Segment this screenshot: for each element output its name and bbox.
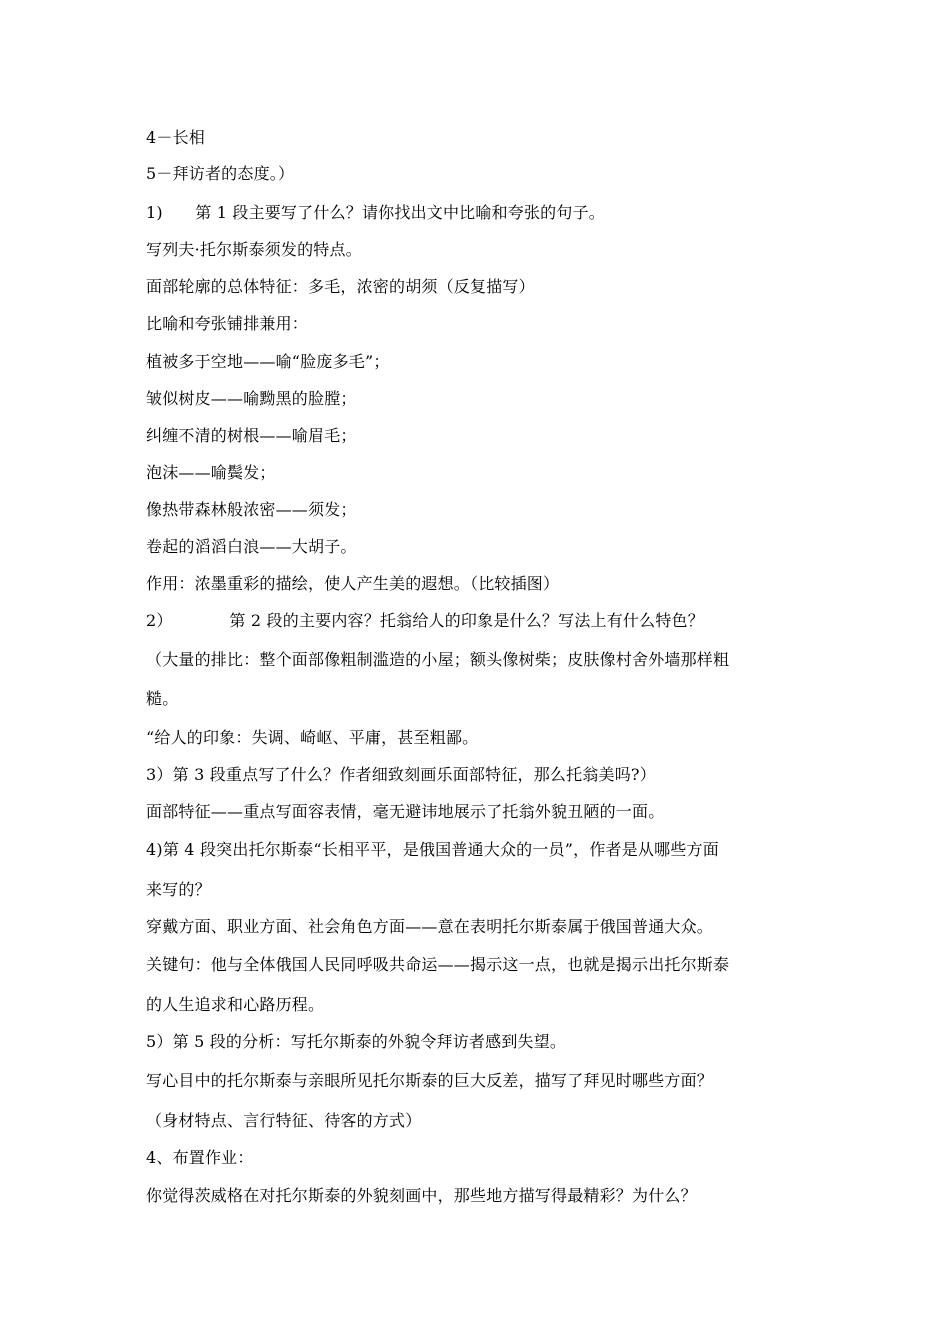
- text-line: 5－拜访者的态度。）: [146, 164, 295, 183]
- text-line: 关键句：他与全体俄国人民同呼吸共命运——揭示这一点，也就是揭示出托尔斯泰: [146, 955, 730, 974]
- text-line: 4－长相: [146, 128, 205, 147]
- text-line: （身材特点、言行特征、待客的方式）: [146, 1111, 422, 1130]
- text-line: 1) 第 1 段主要写了什么？请你找出文中比喻和夸张的句子。: [146, 203, 605, 222]
- text-line: 4)第 4 段突出托尔斯泰“长相平平，是俄国普通大众的一员”，作者是从哪些方面: [146, 840, 719, 859]
- text-line: 面部特征——重点写面容表情，毫无避讳地展示了托翁外貌丑陋的一面。: [146, 802, 665, 821]
- text-line: 比喻和夸张铺排兼用：: [146, 314, 309, 333]
- text-line: 4、布置作业：: [146, 1148, 254, 1167]
- text-line: 5）第 5 段的分析：写托尔斯泰的外貌令拜访者感到失望。: [146, 1032, 567, 1051]
- text-line: 面部轮廓的总体特征：多毛，浓密的胡须（反复描写）: [146, 277, 535, 296]
- text-line: 泡沫——喻鬓发；: [146, 463, 276, 482]
- text-line: 2） 第 2 段的主要内容？托翁给人的印象是什么？写法上有什么特色？: [146, 611, 704, 630]
- text-line: 卷起的滔滔白浪——大胡子。: [146, 537, 357, 556]
- text-line: 你觉得茨威格在对托尔斯泰的外貌刻画中，那些地方描写得最精彩？为什么？: [146, 1186, 697, 1205]
- text-line: 的人生追求和心路历程。: [146, 995, 325, 1014]
- text-line: 皱似树皮——喻黝黑的脸膛；: [146, 389, 357, 408]
- text-line: 写列夫·托尔斯泰须发的特点。: [146, 240, 362, 259]
- text-line: （大量的排比：整个面部像粗制滥造的小屋；额头像树柴；皮肤像村舍外墙那样粗: [146, 650, 730, 669]
- text-line: “给人的印象：失调、崎岖、平庸，甚至粗鄙。: [146, 728, 479, 747]
- text-line: 纠缠不清的树根——喻眉毛；: [146, 426, 357, 445]
- text-line: 像热带森林般浓密——须发；: [146, 500, 357, 519]
- text-line: 写心目中的托尔斯泰与亲眼所见托尔斯泰的巨大反差，描写了拜见时哪些方面？: [146, 1071, 714, 1090]
- text-line: 来写的？: [146, 880, 211, 899]
- text-line: 植被多于空地——喻“脸庞多毛”；: [146, 352, 390, 371]
- text-line: 穿戴方面、职业方面、社会角色方面——意在表明托尔斯泰属于俄国普通大众。: [146, 917, 714, 936]
- text-line: 作用：浓墨重彩的描绘，使人产生美的遐想。（比较插图）: [146, 574, 560, 593]
- text-line: 糙。: [146, 689, 179, 708]
- text-line: 3）第 3 段重点写了什么？作者细致刻画乐面部特征，那么托翁美吗?）: [146, 765, 656, 784]
